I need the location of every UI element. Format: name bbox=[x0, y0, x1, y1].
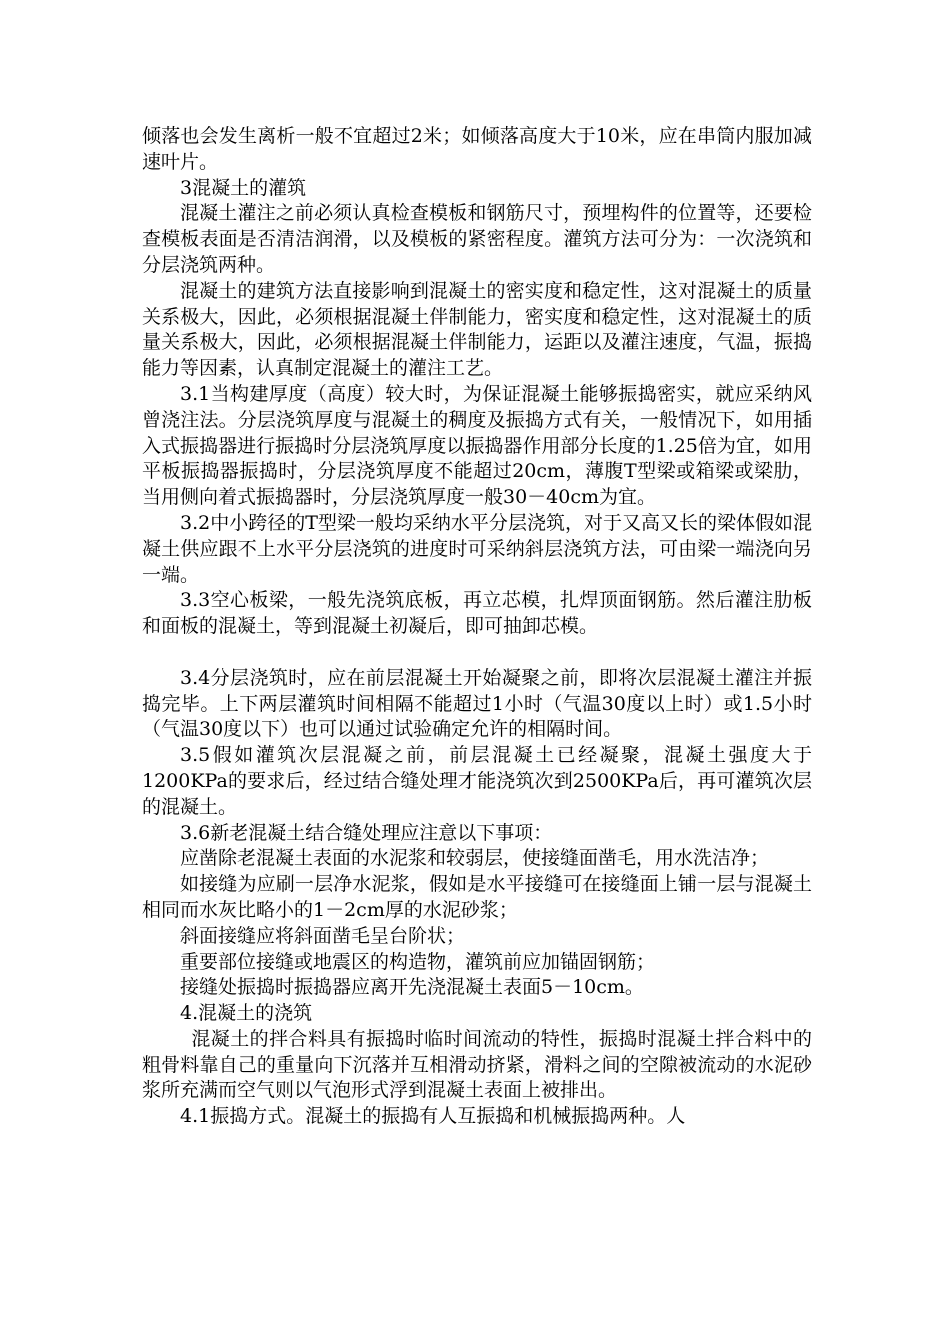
blank-line bbox=[142, 640, 812, 666]
list-item: 重要部位接缝或地震区的构造物，灌筑前应加锚固钢筋； bbox=[180, 950, 656, 973]
list-item: 应凿除老混凝土表面的水泥浆和较弱层，使接缝面凿毛，用水洗洁净； bbox=[180, 847, 770, 870]
document-page bbox=[142, 124, 812, 1130]
list-item: 接缝处振捣时振捣器应离开先浇混凝土表面5－10cm。 bbox=[180, 976, 644, 999]
section-heading-4: 4.混凝土的浇筑 bbox=[180, 1002, 313, 1025]
paragraph-3-5: 3.5假如灌筑次层混凝之前，前层混凝土已经凝聚，混凝土强度大于1200KPa的要求后，经过结合缝处理才能浇筑次到2500KPa后，再可灌筑次层的混凝土。 bbox=[142, 744, 812, 818]
paragraph: 混凝土的建筑方法直接影响到混凝土的密实度和稳定性，这对混凝土的质量关系极大，因此，必须根据混凝土伴制能力，密实度和稳定性，这对混凝土的质量关系极大，因此，必须根据混凝土伴制能力，运距以及灌注速度，气温，振捣能力等因素，认真制定混凝土的灌注工艺。 bbox=[142, 279, 812, 380]
list-item: 如接缝为应刷一层净水泥浆，假如是水平接缝可在接缝面上铺一层与混凝土相同而水灰比略小的1－2cm厚的水泥砂浆； bbox=[142, 873, 812, 921]
list-item: 斜面接缝应将斜面凿毛呈台阶状； bbox=[180, 924, 466, 947]
paragraph: 混凝土的拌合料具有振捣时临时间流动的特性，振捣时混凝土拌合料中的粗骨料靠自己的重量向下沉落并互相滑动挤紧，滑料之间的空隙被流动的水泥砂浆所充满而空气则以气泡形式浮到混凝土表面上被排出。 bbox=[142, 1027, 812, 1102]
section-heading-3: 3混凝土的灌筑 bbox=[180, 176, 307, 199]
paragraph: 混凝土灌注之前必须认真检查模板和钢筋尺寸，预埋构件的位置等，还要检查模板表面是否清洁润滑，以及模板的紧密程度。灌筑方法可分为：一次浇筑和分层浇筑两种。 bbox=[142, 202, 812, 276]
paragraph-3-6: 3.6新老混凝土结合缝处理应注意以下事项： bbox=[180, 821, 553, 844]
paragraph-3-3: 3.3空心板梁，一般先浇筑底板，再立芯模，扎焊顶面钢筋。然后灌注肋板和面板的混凝土，等到混凝土初凝后，即可抽卸芯模。 bbox=[142, 589, 812, 638]
paragraph-3-2: 3.2中小跨径的T型梁一般均采纳水平分层浇筑，对于又高又长的梁体假如混凝土供应跟不上水平分层浇筑的进度时可采纳斜层浇筑方法，可由梁一端浇向另一端。 bbox=[142, 511, 812, 586]
paragraph-continuation: 倾落也会发生离析一般不宜超过2米；如倾落高度大于10米，应在串筒内服加减速叶片。 bbox=[142, 125, 812, 173]
paragraph-3-4: 3.4分层浇筑时，应在前层混凝土开始凝聚之前，即将次层混凝土灌注并振捣完毕。上下两层灌筑时间相隔不能超过1小时（气温30度以上时）或1.5小时（气温30度以下）也可以通过试验确定允许的相隔时间。 bbox=[142, 666, 812, 741]
paragraph-3-1: 3.1当构建厚度（高度）较大时，为保证混凝土能够振捣密实，就应采纳风曾浇注法。分层浇筑厚度与混凝土的稠度及振捣方式有关，一般情况下，如用插入式振捣器进行振捣时分层浇筑厚度以振捣器作用部分长度的1.25倍为宜，如用平板振捣器振捣时，分层浇筑厚度不能超过20cm，薄腹T型梁或箱梁或梁肋，当用侧向着式振捣器时，分层浇筑厚度一般30－40cm为宜。 bbox=[142, 382, 812, 509]
paragraph-4-1: 4.1振捣方式。混凝土的振捣有人互振捣和机械振捣两种。人 bbox=[180, 1105, 686, 1128]
